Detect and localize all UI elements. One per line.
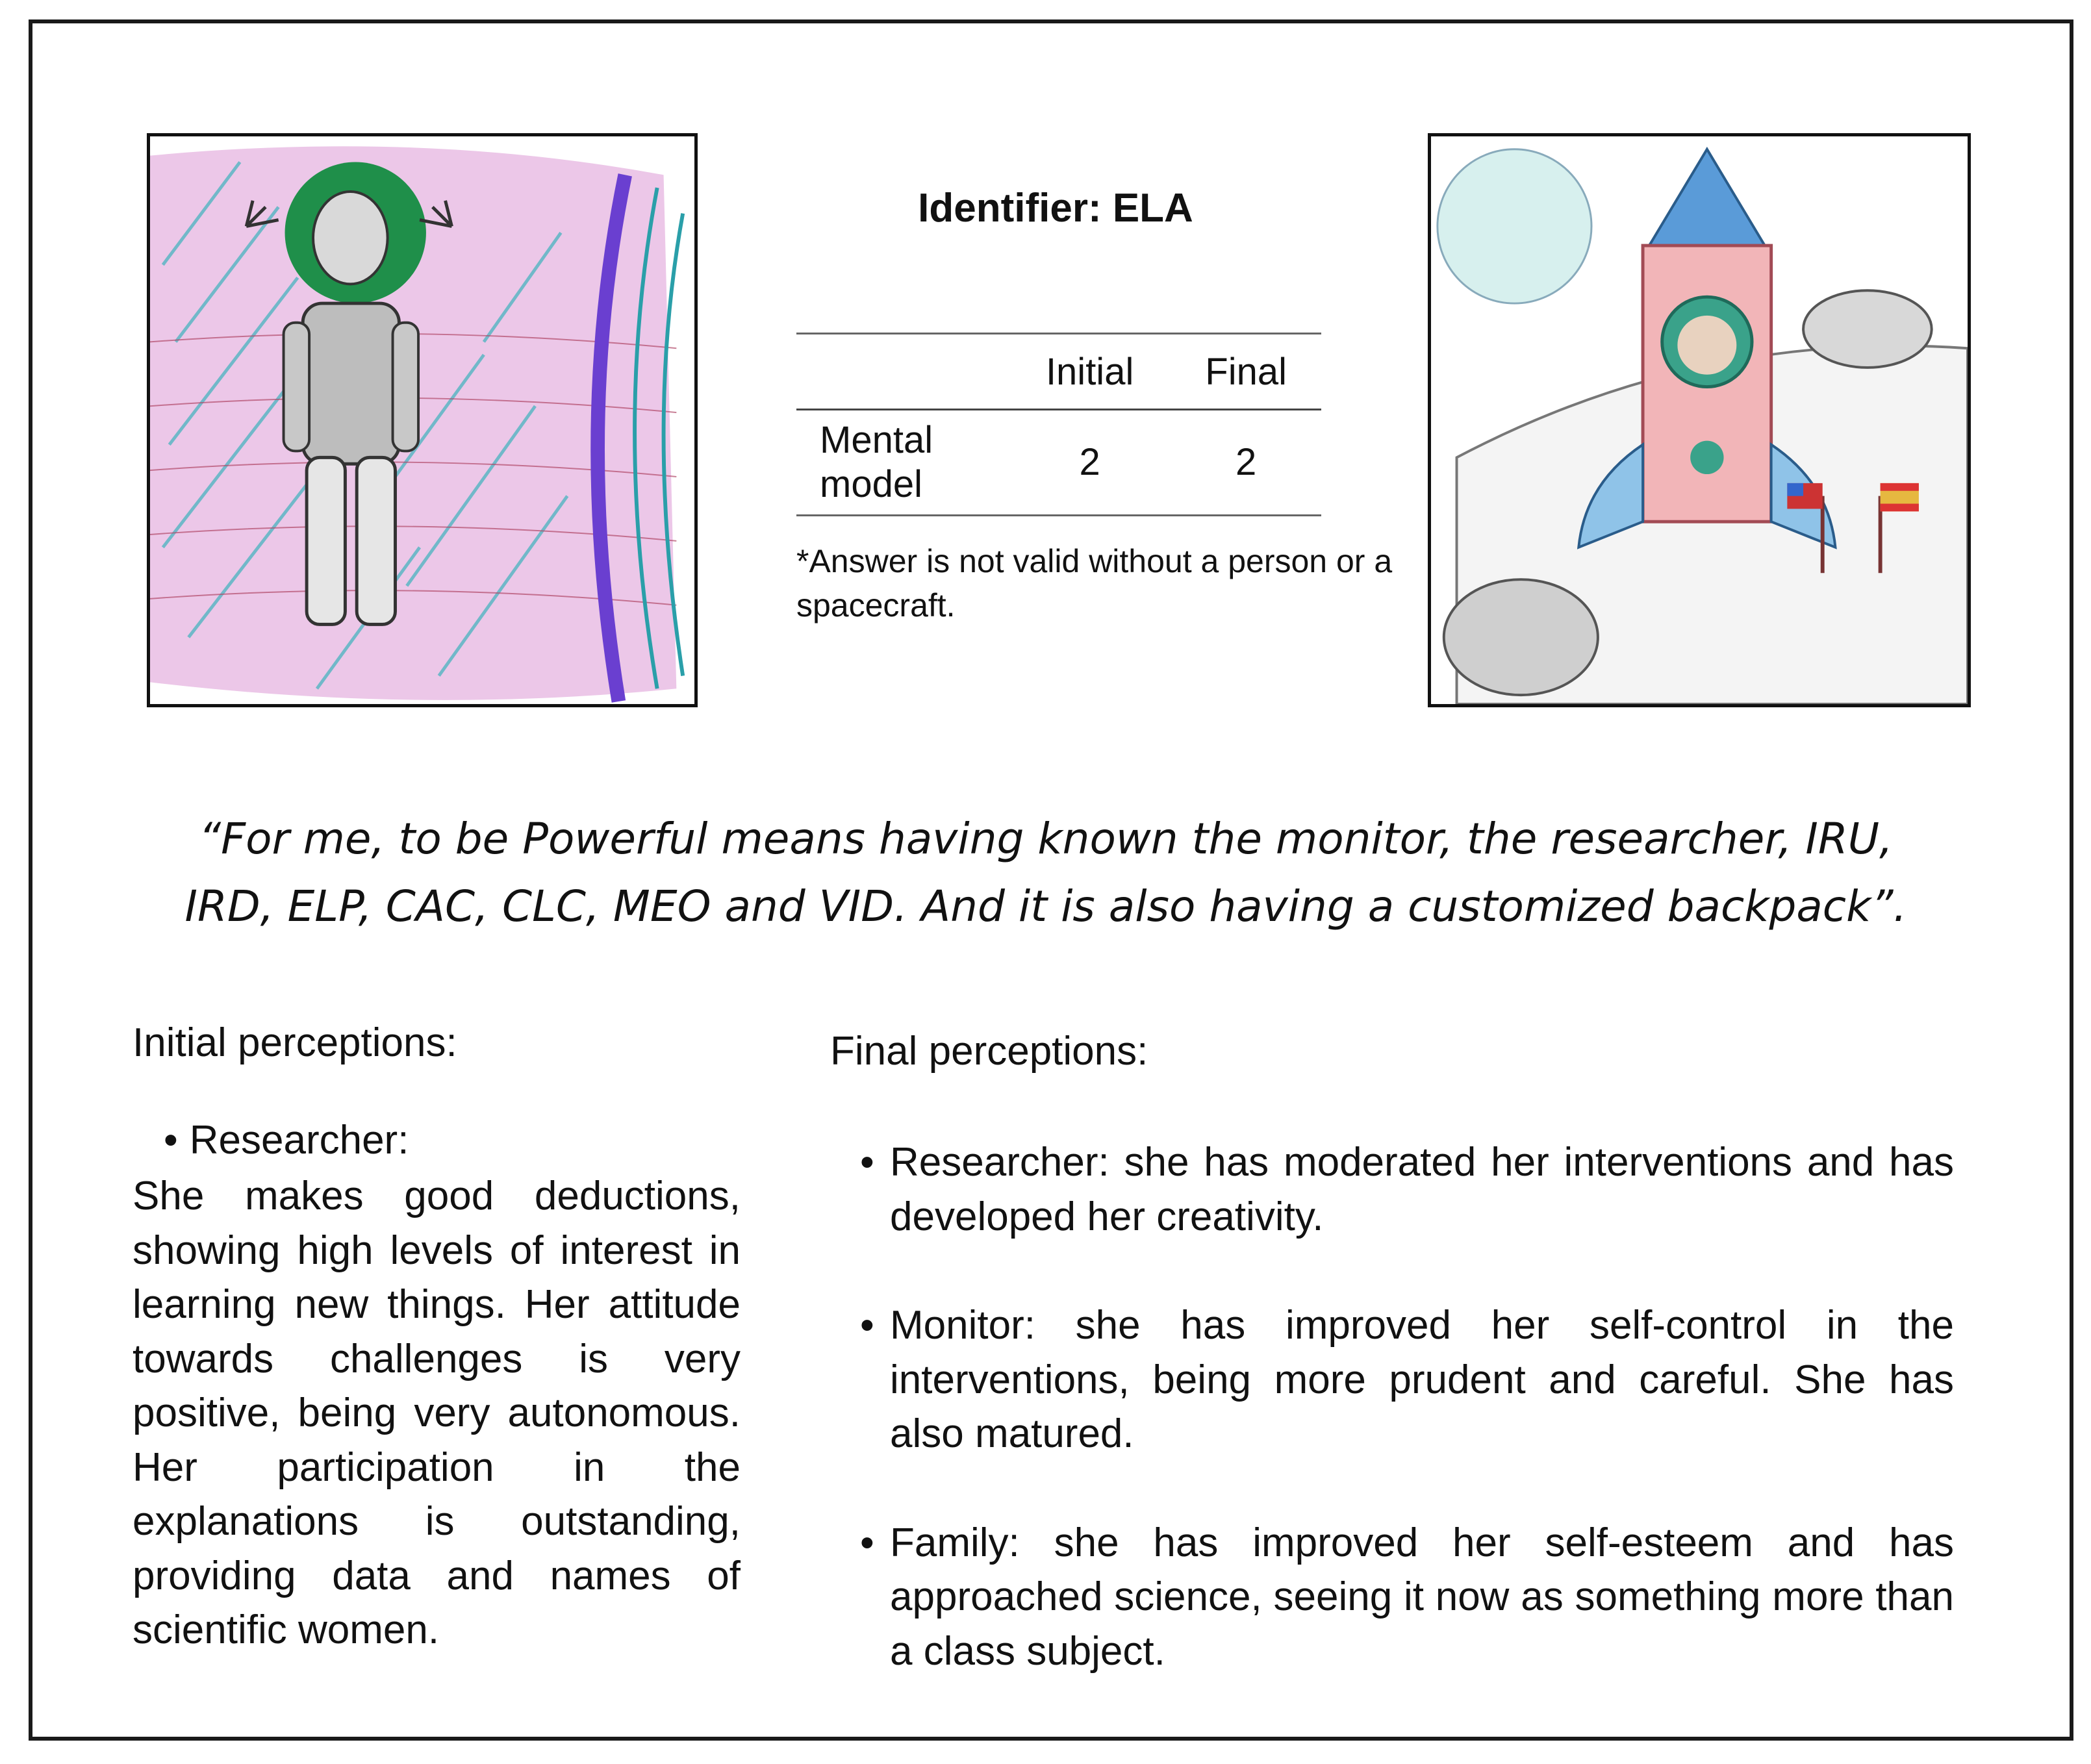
initial-bullet bbox=[164, 1117, 409, 1163]
bullet-dot: • bbox=[860, 1520, 874, 1565]
initial-bullet-label: Researcher: bbox=[189, 1118, 409, 1163]
final-drawing bbox=[1428, 133, 1971, 707]
list-item bbox=[856, 1135, 1954, 1244]
list-item-text: Monitor: she has improved her self-control in the interventions, being more prudent and careful. She has also matured. bbox=[890, 1303, 1954, 1456]
initial-value: 2 bbox=[1079, 441, 1100, 483]
final-value: 2 bbox=[1236, 441, 1257, 483]
initial-perceptions-text: She makes good deductions, showing high levels of interest in learning new things. Her attitude towards challenges is very positive, being very autonomous. Her participation in the explanations is outstanding, providing data and names of scientific women. bbox=[133, 1174, 741, 1652]
table-row bbox=[796, 410, 1321, 516]
identifier: Identifier: ELA bbox=[918, 186, 1193, 231]
mental-model-table bbox=[796, 333, 1321, 516]
table-header-empty bbox=[796, 334, 1009, 410]
initial-drawing bbox=[147, 133, 698, 707]
list-item bbox=[856, 1516, 1954, 1679]
table-header-initial: Initial bbox=[1045, 350, 1134, 393]
final-perceptions-heading: Final perceptions: bbox=[830, 1029, 1148, 1074]
row-label: Mental model bbox=[820, 419, 933, 505]
table-header-row bbox=[796, 334, 1321, 410]
bullet-dot: • bbox=[860, 1140, 874, 1185]
bullet-dot: • bbox=[860, 1303, 874, 1348]
table-note: *Answer is not valid without a person or a spacecraft. bbox=[796, 543, 1393, 624]
list-item-text: Researcher: she has moderated her interventions and has developed her creativity. bbox=[890, 1140, 1954, 1239]
initial-perceptions-heading: Initial perceptions: bbox=[133, 1020, 457, 1065]
list-item bbox=[856, 1298, 1954, 1461]
student-quote: “For me, to be Powerful means having known the monitor, the researcher, IRU, IRD, ELP, CAC, CLC, MEO and VID. And it is also having a customized backpack”. bbox=[184, 814, 1907, 931]
bullet-dot: • bbox=[164, 1118, 178, 1163]
table-header-final: Final bbox=[1205, 350, 1287, 393]
final-perceptions-list bbox=[856, 1135, 1954, 1733]
list-item-text: Family: she has improved her self-esteem and has approached science, seeing it now as something more than a class subject. bbox=[890, 1520, 1954, 1674]
